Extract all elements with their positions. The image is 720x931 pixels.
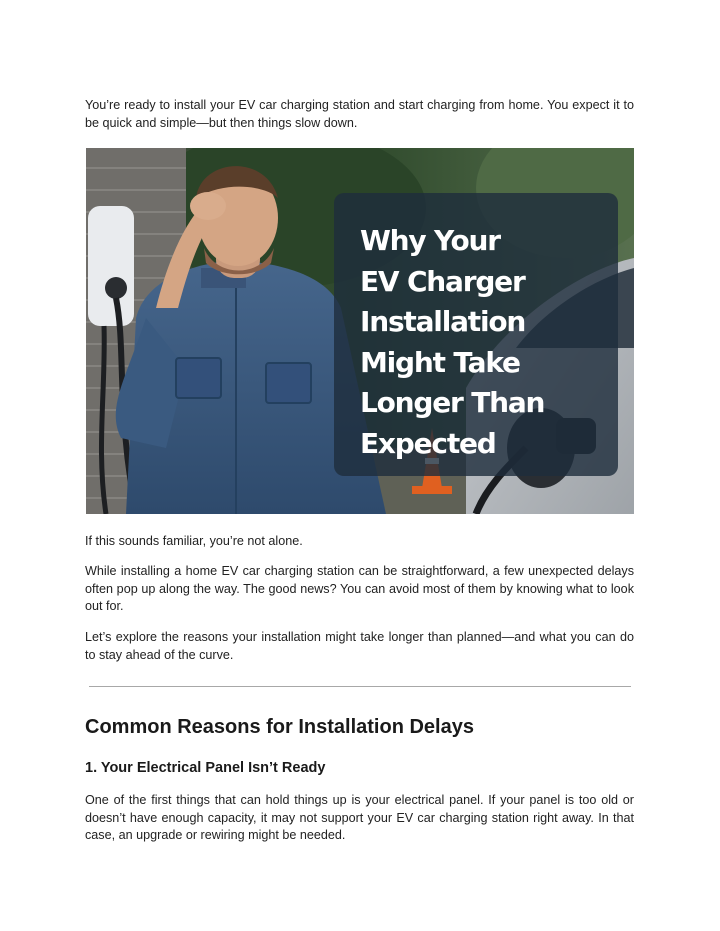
hero-image — [86, 148, 634, 514]
intro-paragraph: You’re ready to install your EV car charging station and start charging from home. You expect it to be quick and simple—but then things slow down. — [85, 98, 634, 130]
subheading-panel: 1. Your Electrical Panel Isn’t Ready — [85, 760, 326, 776]
section-divider — [89, 686, 631, 687]
familiar-paragraph: If this sounds familiar, you’re not alone. — [85, 534, 303, 548]
delays-paragraph: While installing a home EV car charging station can be straightforward, a few unexpected delays often pop up along the way. The good news? You can avoid most of them by knowing what to look out for. — [85, 564, 634, 613]
explore-paragraph: Let’s explore the reasons your installation might take longer than planned—and what you can do to stay ahead of the curve. — [85, 630, 634, 662]
overlay-title: Why Your EV Charger Installation Might Take Longer Than Expected — [360, 224, 545, 460]
section-heading: Common Reasons for Installation Delays — [85, 716, 474, 738]
panel-paragraph: One of the first things that can hold things up is your electrical panel. If your panel is too old or doesn’t have enough capacity, it may not support your EV car charging station right away. In that case, an upgrade or rewiring might be needed. — [85, 793, 634, 842]
title-overlay-card — [334, 193, 618, 476]
